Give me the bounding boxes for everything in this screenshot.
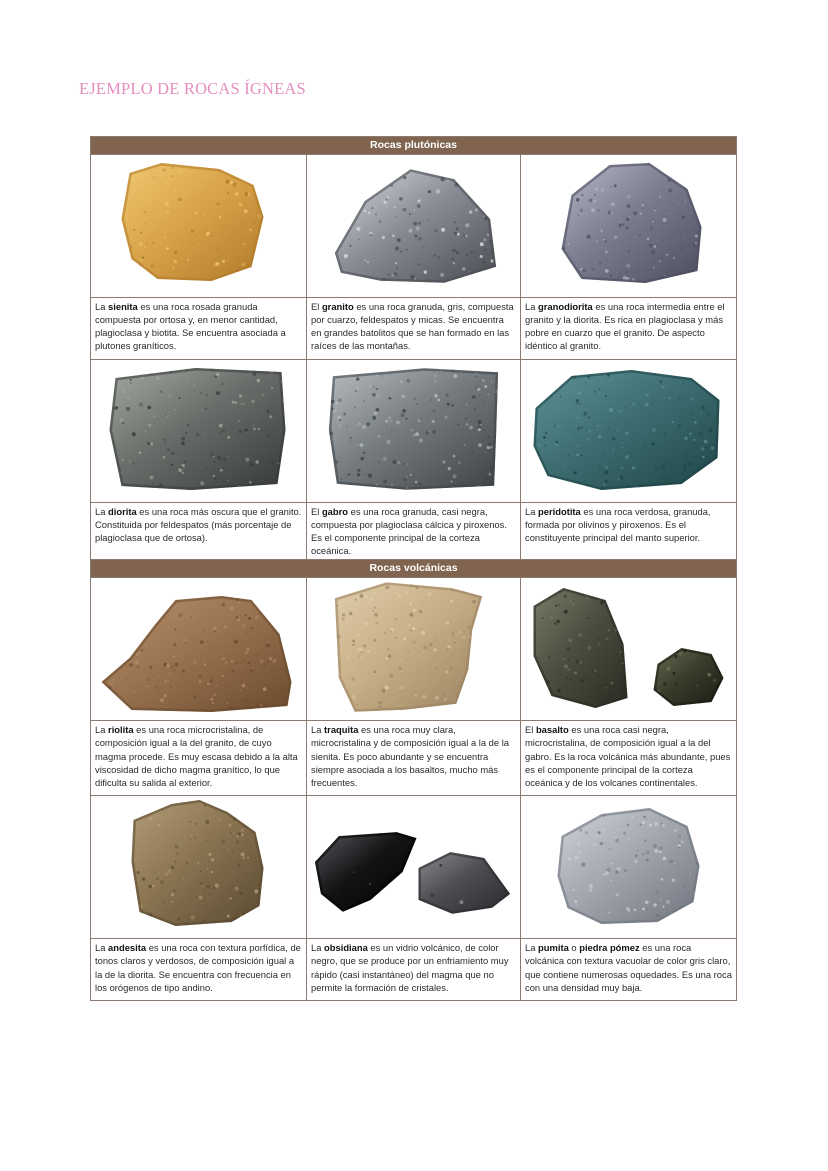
page-title: EJEMPLO DE ROCAS ÍGNEAS xyxy=(79,79,306,98)
rock-image-basalto xyxy=(521,578,737,721)
rock-body xyxy=(329,368,498,489)
rock-image-granodiorita xyxy=(521,155,737,298)
rock-body xyxy=(335,169,496,282)
rock-description-andesita: La andesita es una roca con textura porfídica, de tonos claros y verdosos, de composición igual a la de la diorita. Se encuentra con frecuencia en los orógenos de tipo andino. xyxy=(91,939,307,1001)
rock-description-riolita: La riolita es una roca microcristalina, de composición igual a la del granito, de cuyo magma procede. Es muy escasa debido a la alta viscosidad de dicho magma granítico, lo que dificulta su salida al exterior. xyxy=(91,721,307,796)
rock-image-andesita xyxy=(91,796,307,939)
rock-description-granodiorita: La granodiorita es una roca intermedia entre el granito y la diorita. Es rica en plagioclasa y más pobre en cuarzo que el granito. De aspecto idéntico al granito. xyxy=(521,298,737,360)
rock-image-peridotita xyxy=(521,360,737,503)
rock-image-granito xyxy=(307,155,521,298)
rock-image-pumita xyxy=(521,796,737,939)
rock-description-gabro: El gabro es una roca granuda, casi negra, compuesta por plagioclasa cálcica y piroxenos. Es el componente principal de la corteza oceánica. xyxy=(307,503,521,560)
rock-description-traquita: La traquita es una roca muy clara, microcristalina y de composición igual a la de la sienita. Es poco abundante y se encuentra siempre asociada a los basaltos, mucho más frecuentes. xyxy=(307,721,521,796)
rock-description-granito: El granito es una roca granuda, gris, compuesta por cuarzo, feldespatos y micas. Se encuentra en grandes batolitos que se han formado en las raíces de las montañas. xyxy=(307,298,521,360)
rock-description-obsidiana: La obsidiana es un vidrio volcánico, de color negro, que se produce por un enfriamiento muy rápido (casi instantáneo) del magma que no permite la formación de cristales. xyxy=(307,939,521,1001)
rock-description-diorita: La diorita es una roca más oscura que el granito. Constituida por feldespatos (más porcentaje de plagioclasa que de ortosa). xyxy=(91,503,307,560)
rock-image-gabro xyxy=(307,360,521,503)
rock-body xyxy=(102,596,292,712)
rock-description-sienita: La sienita es una roca rosada granuda compuesta por ortosa y, en menor cantidad, plagioclasa y biotita. Se encuentra asociada a plutones graníticos. xyxy=(91,298,307,360)
rock-description-peridotita: La peridotita es una roca verdosa, granuda, formada por olivinos y piroxenos. Es el constituyente principal del manto superior. xyxy=(521,503,737,560)
rock-image-obsidiana xyxy=(307,796,521,939)
rock-body xyxy=(534,588,628,708)
rock-description-pumita: La pumita o piedra pómez es una roca volcánica con textura vacuolar de color gris claro, que contiene numerosas oquedades. Es una roca con una densidad muy baja. xyxy=(521,939,737,1001)
rock-description-basalto: El basalto es una roca casi negra, microcristalina, de composición igual a la del gabro. Es la roca volcánica más abundante, pues es el componente principal de la corteza oceánica y de los volcanes continentales. xyxy=(521,721,737,796)
rock-image-diorita xyxy=(91,360,307,503)
rock-image-traquita xyxy=(307,578,521,721)
rock-image-riolita xyxy=(91,578,307,721)
rock-image-sienita xyxy=(91,155,307,298)
section-header-plutonic: Rocas plutónicas xyxy=(91,137,737,155)
rock-table xyxy=(90,136,737,1001)
rock-body xyxy=(562,163,702,283)
section-header-volcanic: Rocas volcánicas xyxy=(91,560,737,578)
